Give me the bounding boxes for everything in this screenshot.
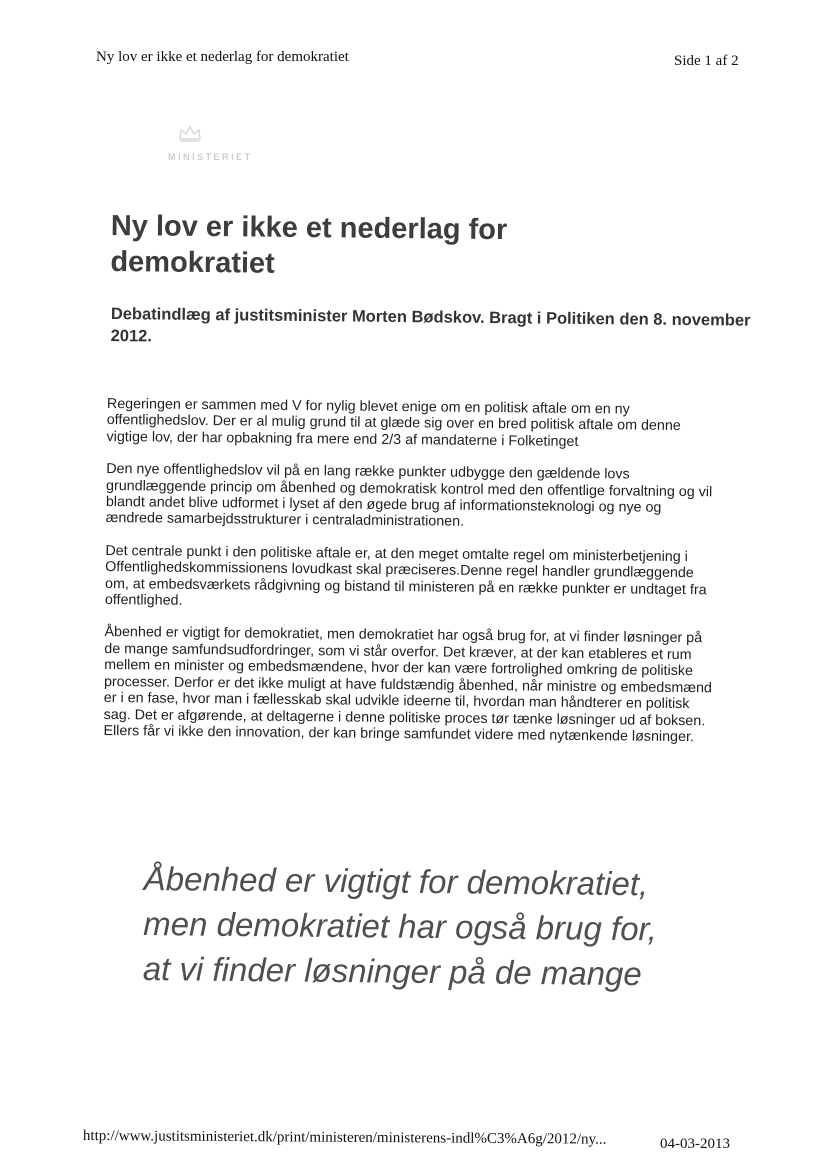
article-body xyxy=(103,396,719,762)
header-page-number: Side 1 af 2 xyxy=(674,53,739,69)
ministry-logo-text: MINISTERIET xyxy=(168,152,253,162)
article-paragraph: Det centrale punkt i den politiske aftale er, at den meget omtalte regel om ministerbetjening i Offentlighedskommissionens lovudkast skal præciseres.Denne regel handler grundlæggende om, at embedsværkets rådgivning og bistand til ministeren på en række punkter er undtaget fra offentlighed. xyxy=(104,542,707,609)
header-document-title: Ny lov er ikke et nederlag for demokratiet xyxy=(96,49,349,65)
pull-quote-line: men demokratiet har også brug for, xyxy=(143,904,658,948)
pull-quote-line: Åbenhed er vigtigt for demokratiet, xyxy=(143,859,649,903)
article-paragraph: Regeringen er sammen med V for nylig blevet enige om en politisk aftale om en ny offentlighedslov. Der er al mulig grund til at glæde sig over en bred politisk aftale om denne vigtige lov, der har opbakning fra mere end 2/3 af mandaterne i Folketinget xyxy=(106,396,681,450)
ministry-logo xyxy=(168,122,278,172)
crown-icon xyxy=(178,124,202,142)
pull-quote-line: at vi finder løsninger på de mange xyxy=(142,949,642,993)
article-paragraph: Den nye offentlighedslov vil på en lang række punkter udbygge den gældende lovs grundlæggende princip om åbenhed og demokratisk kontrol med den offentlige forvaltning og vil blandt andet blive udformet i lyset af den øgede brug af informationsteknologi og nye og ændrede samarbejdsstrukturer i centraladministrationen. xyxy=(105,461,713,531)
article-subtitle: Debatindlæg af justitsminister Morten Bødskov. Bragt i Politiken den 8. november 2012. xyxy=(110,304,751,346)
footer-date: 04-03-2013 xyxy=(660,1136,730,1152)
article-title: Ny lov er ikke et nederlag for demokratiet xyxy=(110,209,508,280)
footer-url: http://www.justitsministeriet.dk/print/ministeren/ministerens-indl%C3%A6g/2012/ny... xyxy=(82,1128,607,1148)
pull-quote xyxy=(143,856,744,997)
article-paragraph: Åbenhed er vigtigt for demokratiet, men demokratiet har også brug for, at vi finder løsninger på de mange samfundsudfordringer, som vi står overfor. Det kræver, at der kan etableres et rum mellem en minister og embedsmændene, hvor der kan være fortrolighed omkring de politiske processer. Derfor er det ikke muligt at have fuldstændig åbenhed, når ministre og embedsmænd er i en fase, hvor man i fællesskab skal udvikle ideerne til, hvordan man håndterer en politisk sag. Det er afgørende, at deltagerne i denne politiske proces tør tænke løsninger ud af boksen. Ellers får vi ikke den innovation, der kan bringe samfundet videre med nytænkende løsninger. xyxy=(103,624,712,746)
